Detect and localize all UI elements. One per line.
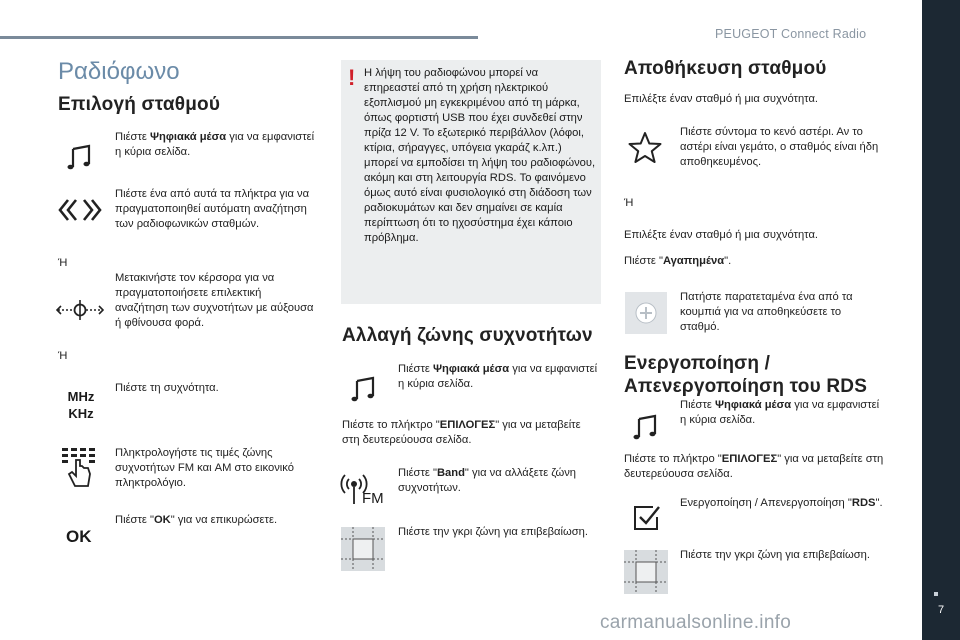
- heading-band-change: Αλλαγή ζώνης συχνοτήτων: [342, 325, 593, 346]
- mhz-khz-icon: [66, 388, 96, 422]
- seek-arrows-icon: [58, 190, 102, 230]
- right-step-5: Πιέστε το πλήκτρο "ΕΠΙΛΟΓΕΣ" για να μεταβείτε στη δευτερεύουσα σελίδα.: [624, 453, 884, 480]
- heading-rds-line2: Απενεργοποίηση του RDS: [624, 376, 868, 397]
- left-step-5: Πληκτρολογήστε τις τιμές ζώνης συχνοτήτων FM και AM στο εικονικό πληκτρολόγιο.: [115, 447, 294, 489]
- checkbox-checked-icon: [628, 500, 664, 536]
- right-step-4: Πιέστε Ψηφιακά μέσα για να εμφανιστεί η κύρια σελίδα.: [680, 399, 880, 426]
- right-step-7: Πιέστε την γκρι ζώνη για επιβεβαίωση.: [680, 549, 870, 561]
- warning-exclamation-icon: !: [348, 65, 356, 90]
- music-note-icon: [626, 408, 666, 448]
- mid-step-1: Πιέστε Ψηφιακά μέσα για να εμφανιστεί η κύρια σελίδα.: [398, 363, 598, 390]
- heading-rds-line1: Ενεργοποίηση /: [624, 353, 771, 374]
- warning-text: Η λήψη του ραδιοφώνου μπορεί να επηρεαστεί από τη χρήση ηλεκτρικού εξοπλισμού μη εγκεκριμένου από τη μάρκα, όπως φορτιστή USB που έχει συνδεθεί στην πρίζα 12 V. Το εξωτερικό περιβάλλον (λόφοι, κτίρια, σήραγγες, υπόγεια γκαράζ κ.λπ.) μπορεί να εμποδίσει τη λήψη του ραδιοφώνου, ακόμη και στη λειτουργία RDS. Το φαινόμενο όμως αυτό είναι φυσιολογικό στη διάδοση των ραδιοκυμάτων και δεν σημαίνει σε καμία περίπτωση ότι το ηχοσύστημα έχει κάποιο πρόβλημα.: [364, 67, 596, 244]
- mid-step-3: Πιέστε "Band" για να αλλάξετε ζώνη συχνοτήτων.: [398, 467, 577, 494]
- mid-step-2: Πιέστε το πλήκτρο "ΕΠΙΛΟΓΕΣ" για να μεταβείτε στη δευτερεύουσα σελίδα.: [342, 419, 581, 446]
- right-step-6: Ενεργοποίηση / Απενεργοποίηση "RDS".: [680, 497, 883, 509]
- or-label-right: Ή: [624, 197, 634, 209]
- add-preset-icon: [625, 292, 667, 334]
- right-step-1: Πιέστε σύντομα το κενό αστέρι. Αν το αστέρι είναι γεμάτο, ο σταθμός είναι ήδη αποθηκευμένος.: [680, 126, 879, 168]
- heading-store-station: Αποθήκευση σταθμού: [624, 58, 827, 79]
- brand-label: PEUGEOT Connect Radio: [715, 27, 867, 41]
- music-note-icon: [60, 138, 100, 178]
- heading-station-select: Επιλογή σταθμού: [58, 94, 221, 115]
- fm-label: FM: [362, 490, 384, 507]
- khz-label: KHz: [68, 406, 94, 421]
- or-label-1: Ή: [58, 257, 68, 269]
- page-number: 7: [937, 604, 945, 616]
- mhz-label: MHz: [67, 389, 95, 404]
- mid-step-4: Πιέστε την γκρι ζώνη για επιβεβαίωση.: [398, 526, 588, 538]
- left-step-2: Πιέστε ένα από αυτά τα πλήκτρα για να πραγματοποιηθεί αυτόματη αναζήτηση των ραδιοφωνικών σταθμών.: [115, 188, 310, 230]
- left-step-1: Πιέστε Ψηφιακά μέσα για να εμφανιστεί η κύρια σελίδα.: [115, 131, 315, 158]
- right-intro: Επιλέξτε έναν σταθμό ή μια συχνότητα.: [624, 93, 819, 105]
- fm-band-icon: [340, 470, 388, 510]
- page-sidebar: [922, 0, 960, 640]
- ok-icon: OK: [66, 527, 92, 546]
- left-step-6: Πιέστε "OK" για να επικυρώσετε.: [115, 514, 278, 526]
- star-icon: [625, 128, 665, 168]
- watermark: carmanualsonline.info: [600, 612, 792, 633]
- sidebar-marker: [934, 592, 938, 596]
- grey-zone-icon: [341, 527, 385, 571]
- left-step-4: Πιέστε τη συχνότητα.: [115, 382, 219, 394]
- right-intro-2: Επιλέξτε έναν σταθμό ή μια συχνότητα.: [624, 229, 819, 241]
- slider-cursor-icon: [56, 290, 104, 330]
- left-step-3: Μετακινήστε τον κέρσορα για να πραγματοποιήσετε επιλεκτική αναζήτηση των συχνοτήτων με αύξουσα ή φθίνουσα φορά.: [115, 272, 314, 329]
- music-note-icon: [344, 370, 384, 410]
- header-rule: [0, 36, 478, 39]
- heading-rds: [624, 352, 867, 398]
- or-label-2: Ή: [58, 350, 68, 362]
- keypad-hand-icon: [58, 446, 102, 492]
- section-title: Ραδιόφωνο: [58, 58, 180, 85]
- right-step-3: Πατήστε παρατεταμένα ένα από τα κουμπιά για να αποθηκεύσετε το σταθμό.: [680, 291, 853, 333]
- grey-zone-icon: [624, 550, 668, 594]
- right-step-2: Πιέστε "Αγαπημένα".: [624, 255, 732, 267]
